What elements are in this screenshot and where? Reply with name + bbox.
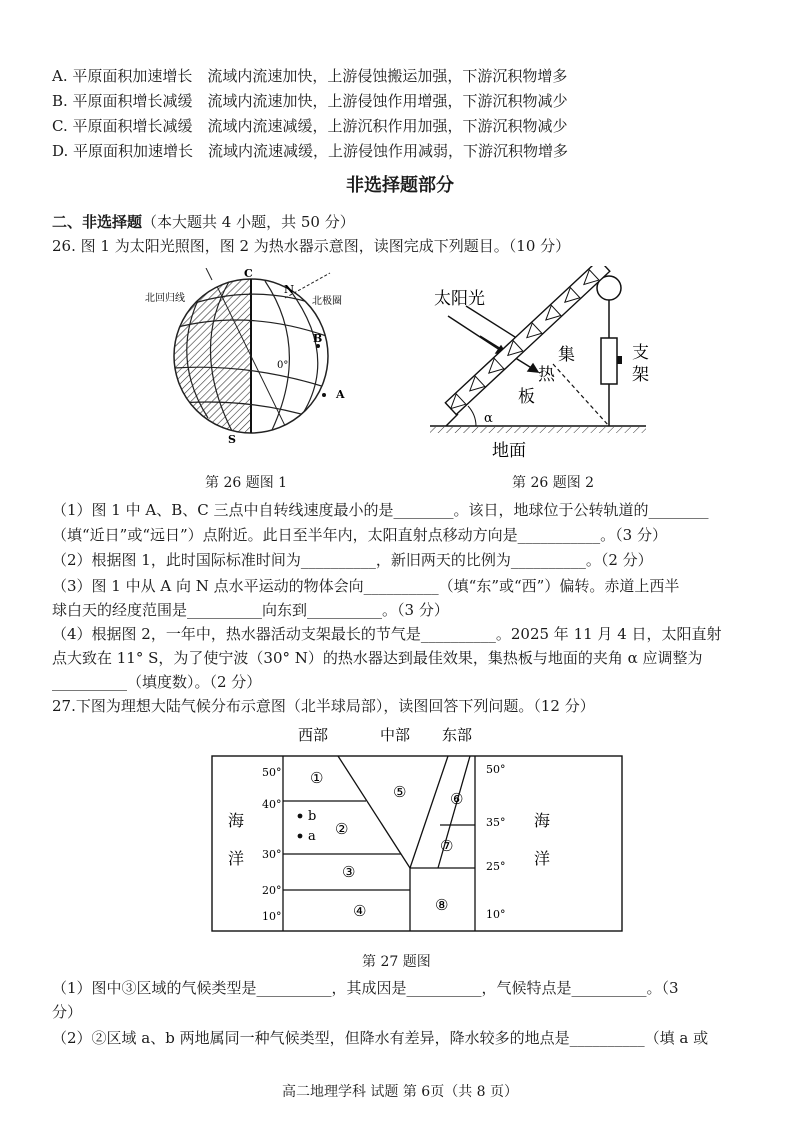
q26-line-5: 球白天的经度范围是__________向东到__________。（3 分）: [52, 601, 449, 619]
q26-fig1-globe: [140, 268, 370, 448]
page-footer: 高二地理学科 试题 第 6页（共 8 页）: [281, 1084, 519, 1100]
zone-7: ⑦: [440, 837, 454, 855]
ocean-east-2: 洋: [534, 849, 551, 868]
q26-line-3: （2）根据图 1，此时国际标准时间为__________，新旧两天的比例为__________。（2 分）: [52, 551, 653, 569]
option-b: B. 平原面积增长减缓 流域内流速加快，上游侵蚀作用增强，下游沉积物减少: [52, 92, 568, 110]
ocean-east-1: 海: [534, 811, 551, 830]
lat-left-10: 10°: [262, 910, 282, 923]
q27-line-3: （2）②区域 a、b 两地属同一种气候类型，但降水有差异，降水较多的地点是__________（填 a 或: [52, 1029, 709, 1047]
q26-line-4: （3）图 1 中从 A 向 N 点水平运动的物体会向__________（填“东”或“西”）偏转。赤道上西半: [52, 577, 680, 595]
label-n: N: [284, 283, 295, 296]
lat-left-30: 30°: [262, 848, 282, 861]
label-a: A: [336, 388, 345, 401]
lat-right-25: 25°: [486, 860, 506, 873]
option-a: A. 平原面积加速增长 流域内流速加快，上游侵蚀搬运加强，下游沉积物增多: [52, 67, 568, 85]
option-d: D. 平原面积加速增长 流域内流速减缓，上游侵蚀作用减弱，下游沉积物增多: [52, 142, 569, 160]
label-b: B: [313, 332, 323, 345]
label-c: C: [244, 268, 253, 280]
zone-8: ⑧: [435, 896, 449, 914]
label-tropic: 北回归线: [145, 293, 185, 304]
support-char-2: 架: [632, 365, 649, 385]
ocean-west-2: 洋: [228, 849, 245, 868]
section-header: [52, 212, 355, 232]
night-hemisphere: [174, 279, 251, 433]
angle-arc: [468, 406, 476, 426]
q27-stem: 27.下图为理想大陆气候分布示意图（北半球局部），读图回答下列问题。（12 分）: [52, 697, 595, 715]
ground-hatch: [430, 427, 646, 433]
section-header-bold: 二、非选择题: [52, 213, 143, 231]
col-east: 东部: [442, 726, 473, 744]
option-c: C. 平原面积增长减缓 流域内流速减缓，上游沉积作用加强，下游沉积物减少: [52, 117, 568, 135]
zone-5: ⑤: [393, 783, 407, 801]
q27-fig-caption: 第 27 题图: [362, 954, 431, 970]
point-b-label: b: [308, 809, 317, 824]
point-a-dot: [298, 834, 303, 839]
q26-stem: 26. 图 1 为太阳光照图，图 2 为热水器示意图，读图完成下列题目。（10 分）: [52, 237, 571, 255]
q26-line-6: （4）根据图 2，一年中，热水器活动支架最长的节气是__________。2025 年 11 月 4 日，太阳直射: [52, 625, 722, 643]
col-west: 西部: [298, 726, 329, 744]
zone-1: ①: [310, 769, 324, 787]
point-a-dot: [322, 393, 326, 397]
lat-left-40: 40°: [262, 798, 282, 811]
q26-line-2: （填“近日”或“远日”）点附近。此日至半年内，太阳直射点移动方向是___________。（3 分）: [52, 526, 667, 544]
q27-fig-continent: [210, 718, 625, 933]
lat-right-35: 35°: [486, 816, 506, 829]
section-header-rest: （本大题共 4 小题，共 50 分）: [142, 213, 355, 231]
label-s: S: [228, 433, 236, 446]
q26-line-8: __________（填度数）。（2 分）: [52, 673, 262, 691]
zone-6: ⑥: [450, 790, 464, 808]
lat-right-10: 10°: [486, 908, 506, 921]
lat-left-20: 20°: [262, 884, 282, 897]
support-char-1: 支: [632, 343, 649, 363]
zone-3: ③: [342, 863, 356, 881]
point-a-label: a: [308, 829, 316, 844]
boundary-desert-west: [338, 756, 410, 868]
label-arctic: 北极圈: [312, 296, 342, 307]
lat-right-50: 50°: [486, 763, 506, 776]
ground-label: 地面: [492, 441, 526, 461]
q26-fig2-heater: [418, 266, 658, 466]
panel-char-2: 热: [538, 365, 555, 385]
point-b-dot: [298, 814, 303, 819]
label-zero: 0°: [277, 360, 289, 371]
col-mid: 中部: [380, 726, 411, 744]
panel-base-line: [446, 414, 458, 426]
q27-line-1: （1）图中③区域的气候类型是__________，其成因是__________，气候特点是__________。（3: [52, 979, 679, 997]
q26-line-7: 点大致在 11° S，为了使宁波（30° N）的热水器达到最佳效果，集热板与地面的夹角 α 应调整为: [52, 649, 703, 667]
q26-fig2-caption: 第 26 题图 2: [512, 475, 595, 491]
zone-2: ②: [335, 820, 349, 838]
meridian-2: [265, 281, 289, 430]
axis-north-ext: [206, 268, 212, 280]
alpha-label: α: [484, 411, 493, 426]
panel-char-1: 集: [558, 345, 575, 365]
meridian-3: [290, 290, 318, 418]
lat-left-50: 50°: [262, 766, 282, 779]
ocean-west-1: 海: [228, 811, 245, 830]
map-frame: [212, 756, 622, 931]
sunlight-label: 太阳光: [434, 289, 485, 309]
support-box: [601, 338, 617, 384]
zone-4: ④: [353, 902, 367, 920]
support-knob: [617, 356, 622, 364]
q26-fig1-caption: 第 26 题图 1: [205, 475, 288, 491]
q27-line-2: 分）: [52, 1003, 83, 1021]
panel-char-3: 板: [518, 387, 535, 407]
q26-line-1: （1）图 1 中 A、B、C 三点中自转线速度最小的是________。该日，地球位于公转轨道的________: [52, 501, 709, 519]
section-title: 非选择题部分: [346, 175, 454, 196]
